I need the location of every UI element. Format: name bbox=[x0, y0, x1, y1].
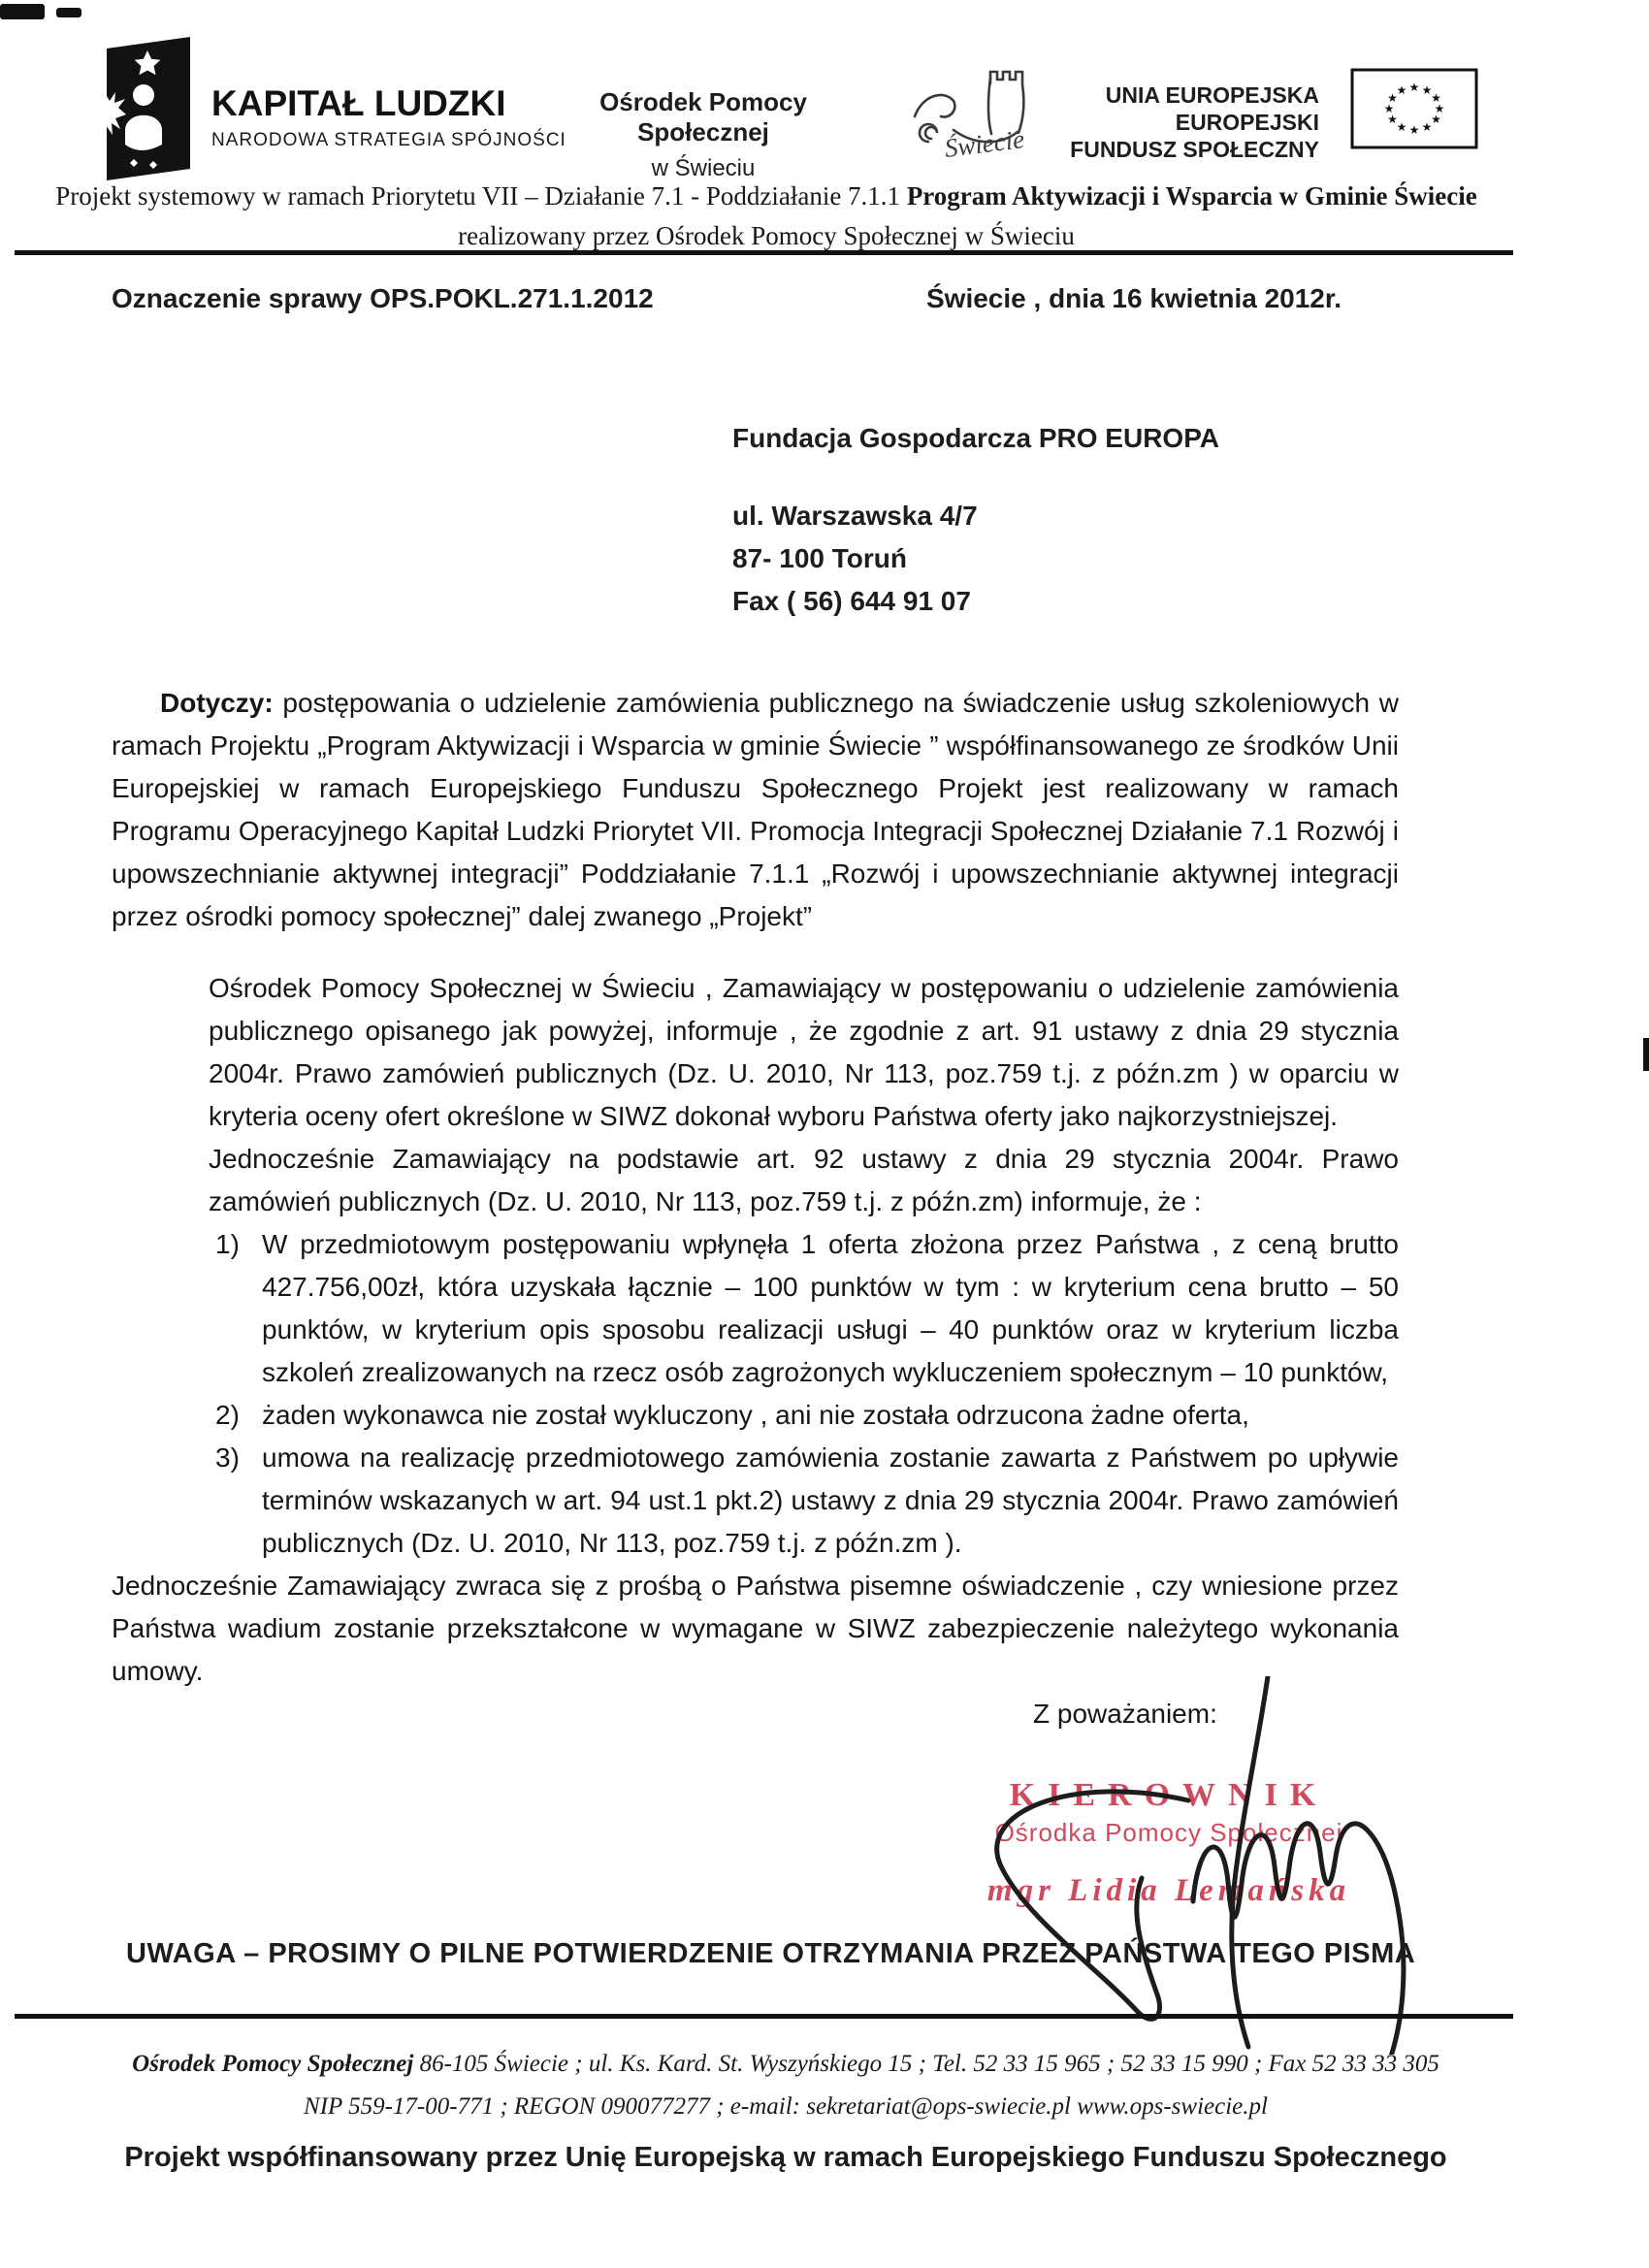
dotyczy-text: postępowania o udzielenie zamówienia publicznego na świadczenie usług szkoleniowych w ramach Projektu „Program Aktywizacji i Wsparcia w gminie Świecie ” współfinansowanego ze środków Unii Europejskiej w ramach Europejskiego Funduszu Społecznego Projekt jest realizowany w ramach Programu Operacyjnego Kapitał Ludzki Priorytet VII. Promocja Integracji Społecznej Działanie 7.1 Rozwój i upowszechnianie aktywnej integracji” Poddziałanie 7.1.1 „Rozwój i upowszechnianie aktywnej integracji przez ośrodki pomocy społecznej” dalej zwanego „Projekt” bbox=[112, 688, 1399, 931]
svg-text:★: ★ bbox=[1421, 120, 1433, 135]
main-paragraphs bbox=[209, 967, 1399, 1223]
eu-line3: FUNDUSZ SPOŁECZNY bbox=[1070, 137, 1319, 162]
banner-line1-normal: Projekt systemowy w ramach Priorytetu VII – Działanie 7.1 - Poddziałanie 7.1.1 bbox=[55, 181, 907, 211]
eu-wordmark bbox=[1004, 81, 1319, 163]
list-item-number: 2) bbox=[215, 1400, 240, 1430]
recipient-block bbox=[732, 417, 1219, 623]
project-banner-line2: realizowany przez Ośrodek Pomocy Społecznej w Świeciu bbox=[458, 221, 1075, 250]
svg-text:★: ★ bbox=[1383, 102, 1395, 116]
issuer-name: Ośrodek Pomocy Społecznej bbox=[599, 87, 807, 146]
svg-text:★: ★ bbox=[1396, 120, 1407, 135]
eu-line2: EUROPEJSKI bbox=[1175, 110, 1319, 135]
stamp-title: KIEROWNIK bbox=[1009, 1777, 1329, 1813]
footer-org-name: Ośrodek Pomocy Społecznej bbox=[132, 2051, 414, 2077]
list-item-number: 3) bbox=[215, 1442, 240, 1473]
place-date: Świecie , dnia 16 kwietnia 2012r. bbox=[926, 283, 1342, 313]
recipient-name: Fundacja Gospodarcza PRO EUROPA bbox=[732, 423, 1220, 453]
kl-title: KAPITAŁ LUDZKI bbox=[211, 83, 506, 123]
paragraph-art92: Jednocześnie Zamawiający na podstawie art. 92 ustawy z dnia 29 stycznia 2004r. Prawo zamówień publicznych (Dz. U. 2010, Nr 113, poz.759 t.j. z późn.zm) informuje, że : bbox=[209, 1144, 1399, 1216]
stamp-signatory-name: mgr Lidia Lemańska bbox=[986, 1873, 1351, 1908]
numbered-list bbox=[215, 1223, 1399, 1565]
list-item bbox=[215, 1437, 1399, 1565]
project-banner-line1 bbox=[0, 177, 1533, 216]
swiecie-emblem-label: Świecie bbox=[943, 124, 1026, 163]
issuer-city: w Świeciu bbox=[651, 155, 756, 181]
header-divider bbox=[15, 250, 1513, 255]
eu-flag-icon bbox=[1350, 68, 1478, 154]
scan-artifact bbox=[0, 4, 45, 19]
case-number: Oznaczenie sprawy OPS.POKL.271.1.2012 bbox=[112, 283, 654, 313]
svg-text:★: ★ bbox=[1408, 123, 1420, 138]
paragraph-award: Ośrodek Pomocy Społecznej w Świeciu , Zamawiający w postępowaniu o udzielenie zamówienia publicznego opisanego jak powyżej, informuje , że zgodnie z art. 91 ustawy z dnia 29 stycznia 2004r. Prawo zamówień publicznych (Dz. U. 2010, Nr 113, poz.759 t.j. z późn.zm ) w oparciu w kryteria oceny ofert określone w SIWZ dokonał wyboru Państwa oferty jako najkorzystniejszej. bbox=[209, 973, 1399, 1131]
svg-text:★: ★ bbox=[1387, 113, 1398, 127]
svg-text:★: ★ bbox=[1408, 81, 1420, 95]
kapital-ludzki-wordmark bbox=[211, 83, 566, 151]
banner-line1-bold: Program Aktywizacji i Wsparcia w Gminie Świecie bbox=[906, 181, 1477, 211]
project-banner bbox=[0, 177, 1533, 256]
svg-text:★: ★ bbox=[1431, 91, 1441, 106]
stamp-org: Ośrodka Pomocy Społecznej bbox=[994, 1818, 1343, 1847]
recipient-fax: Fax ( 56) 644 91 07 bbox=[732, 586, 971, 616]
urgent-notice: UWAGA – PROSIMY O PILNE POTWIERDZENIE OTRZYMANIA PRZEZ PAŃSTWA TEGO PISMA bbox=[126, 1938, 1416, 1969]
footer-contact-rest: 86-105 Świecie ; ul. Ks. Kard. St. Wyszyńskiego 15 ; Tel. 52 33 15 965 ; 52 33 15 990 ; Fax 52 33 33 305 bbox=[413, 2051, 1439, 2077]
letter-body bbox=[112, 682, 1399, 1735]
list-item bbox=[215, 1223, 1399, 1394]
official-stamp bbox=[975, 1777, 1363, 1909]
recipient-street: ul. Warszawska 4/7 bbox=[732, 501, 978, 531]
list-item-text: żaden wykonawca nie został wykluczony , ani nie została odrzucona żadne oferta, bbox=[262, 1400, 1249, 1430]
svg-text:★: ★ bbox=[1387, 91, 1398, 106]
paragraph-closing: Jednocześnie Zamawiający zwraca się z prośbą o Państwa pisemne oświadczenie , czy wniesione przez Państwa wadium zostanie przekształcone w wymagane w SIWZ zabezpieczenie należytego wykonania umowy. bbox=[112, 1571, 1399, 1686]
scan-artifact bbox=[56, 8, 81, 17]
footer-cofinancing-line: Projekt współfinansowany przez Unię Europejską w ramach Europejskiego Funduszu Społecznego bbox=[124, 2142, 1447, 2173]
signoff: Z poważaniem: bbox=[1033, 1699, 1217, 1729]
kapital-ludzki-logo-icon bbox=[80, 35, 208, 187]
scan-artifact bbox=[1643, 1038, 1649, 1071]
list-item-text: umowa na realizację przedmiotowego zamówienia zostanie zawarta z Państwem po upływie terminów wskazanych w art. 94 ust.1 pkt.2) ustawy z dnia 29 stycznia 2004r. Prawo zamówień publicznych (Dz. U. 2010, Nr 113, poz.759 t.j. z późn.zm ). bbox=[262, 1442, 1399, 1558]
list-item-text: W przedmiotowym postępowaniu wpłynęła 1 oferta złożona przez Państwa , z ceną brutto 427.756,00zł, która uzyskała łącznie – 100 punktów w tym : w kryterium cena brutto – 50 punktów, w kryterium opis sposobu realizacji usługi – 40 punktów oraz w kryterium liczba szkoleń zrealizowanych na rzecz osób zagrożonych wykluczeniem społecznym – 10 punktów, bbox=[262, 1229, 1399, 1387]
footer-ids-line: NIP 559-17-00-771 ; REGON 090077277 ; e-mail: sekretariat@ops-swiecie.pl www.ops-swiecie.pl bbox=[304, 2093, 1268, 2120]
kl-subtitle: NARODOWA STRATEGIA SPÓJNOŚCI bbox=[211, 130, 566, 150]
svg-text:★: ★ bbox=[1396, 83, 1407, 98]
list-item-number: 1) bbox=[215, 1229, 240, 1259]
paragraph-dotyczy bbox=[112, 682, 1399, 938]
dotyczy-label: Dotyczy: bbox=[160, 688, 274, 718]
issuer-header bbox=[543, 87, 863, 182]
footer-contact-line bbox=[58, 2043, 1513, 2086]
footer bbox=[58, 2043, 1513, 2174]
svg-text:★: ★ bbox=[1434, 102, 1445, 116]
svg-text:★: ★ bbox=[1431, 113, 1441, 127]
list-item bbox=[215, 1394, 1399, 1437]
svg-text:★: ★ bbox=[1421, 83, 1433, 98]
recipient-city: 87- 100 Toruń bbox=[732, 543, 907, 573]
eu-line1: UNIA EUROPEJSKA bbox=[1105, 82, 1319, 108]
footer-divider bbox=[15, 2014, 1513, 2019]
